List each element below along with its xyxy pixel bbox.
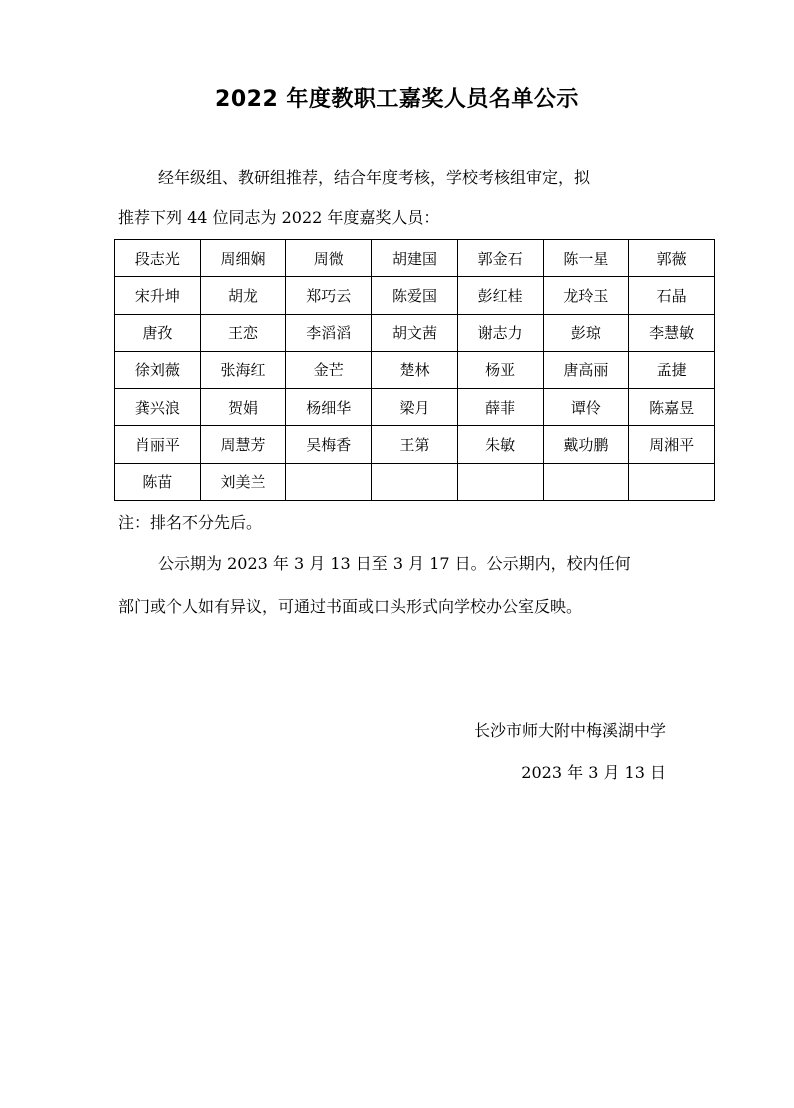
name-cell: 吴梅香	[286, 426, 372, 463]
name-cell: 周慧芳	[200, 426, 286, 463]
table-row	[115, 463, 715, 500]
name-cell: 王第	[372, 426, 458, 463]
name-cell: 梁月	[372, 389, 458, 426]
name-cell: 薛菲	[457, 389, 543, 426]
table-row	[115, 426, 715, 463]
name-cell: 胡龙	[200, 277, 286, 314]
name-cell: 张海红	[200, 351, 286, 388]
intro-paragraph-line-2: 推荐下列 44 位同志为 2022 年度嘉奖人员：	[118, 208, 440, 227]
name-cell: 杨细华	[286, 389, 372, 426]
document-title: 2022 年度教职工嘉奖人员名单公示	[215, 87, 579, 112]
name-cell: 贺娟	[200, 389, 286, 426]
name-cell: 李慧敏	[629, 314, 715, 351]
name-cell: 周微	[286, 240, 372, 277]
name-cell: 朱敏	[457, 426, 543, 463]
name-cell: 孟捷	[629, 351, 715, 388]
name-cell: 金芒	[286, 351, 372, 388]
table-row	[115, 314, 715, 351]
name-cell: 陈一星	[543, 240, 629, 277]
name-cell: 郭薇	[629, 240, 715, 277]
ordering-note: 注：排名不分先后。	[118, 513, 263, 532]
name-cell: 谢志力	[457, 314, 543, 351]
empty-cell	[286, 463, 372, 500]
name-cell: 陈嘉昱	[629, 389, 715, 426]
name-cell: 肖丽平	[115, 426, 201, 463]
name-cell: 王恋	[200, 314, 286, 351]
name-cell: 楚林	[372, 351, 458, 388]
name-cell: 胡文茜	[372, 314, 458, 351]
name-cell: 郑巧云	[286, 277, 372, 314]
name-cell: 彭琼	[543, 314, 629, 351]
notice-paragraph-line-1: 公示期为 2023 年 3 月 13 日至 3 月 17 日。公示期内，校内任何	[158, 554, 631, 573]
name-cell: 彭红桂	[457, 277, 543, 314]
table-row	[115, 240, 715, 277]
name-cell: 谭伶	[543, 389, 629, 426]
name-cell: 唐高丽	[543, 351, 629, 388]
name-cell: 陈爱国	[372, 277, 458, 314]
name-cell: 周湘平	[629, 426, 715, 463]
issuing-organization: 长沙市师大附中梅溪湖中学	[473, 721, 666, 740]
name-cell: 龙玲玉	[543, 277, 629, 314]
table-row	[115, 351, 715, 388]
empty-cell	[457, 463, 543, 500]
name-cell: 徐刘薇	[115, 351, 201, 388]
award-names-table	[114, 239, 715, 501]
name-cell: 段志光	[115, 240, 201, 277]
name-cell: 胡建国	[372, 240, 458, 277]
table-row	[115, 389, 715, 426]
notice-paragraph-line-2: 部门或个人如有异议，可通过书面或口头形式向学校办公室反映。	[118, 597, 583, 616]
intro-paragraph-line-1: 经年级组、教研组推荐，结合年度考核，学校考核组审定，拟	[158, 168, 591, 187]
issue-date: 2023 年 3 月 13 日	[521, 763, 666, 782]
empty-cell	[543, 463, 629, 500]
empty-cell	[629, 463, 715, 500]
name-cell: 杨亚	[457, 351, 543, 388]
name-cell: 石晶	[629, 277, 715, 314]
name-cell: 唐孜	[115, 314, 201, 351]
name-cell: 陈苗	[115, 463, 201, 500]
name-cell: 周细娴	[200, 240, 286, 277]
name-cell: 龚兴浪	[115, 389, 201, 426]
empty-cell	[372, 463, 458, 500]
name-cell: 郭金石	[457, 240, 543, 277]
name-cell: 戴功鹏	[543, 426, 629, 463]
table-row	[115, 277, 715, 314]
name-cell: 刘美兰	[200, 463, 286, 500]
name-cell: 李滔滔	[286, 314, 372, 351]
name-cell: 宋升坤	[115, 277, 201, 314]
